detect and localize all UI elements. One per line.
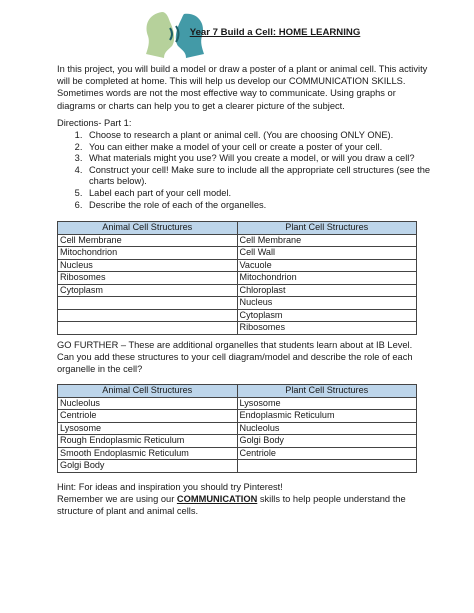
- directions-heading: Directions- Part 1:: [57, 118, 132, 128]
- hint-paragraph: [57, 481, 429, 517]
- plant-cell: Cell Wall: [237, 247, 417, 260]
- table-row: [58, 397, 417, 410]
- column-header-animal: Animal Cell Structures: [58, 222, 238, 235]
- plant-cell: Endoplasmic Reticulum: [237, 410, 417, 423]
- plant-cell: Ribosomes: [237, 322, 417, 335]
- table-row: [58, 322, 417, 335]
- list-item: 1. Choose to research a plant or animal cell. (You are choosing ONLY ONE).: [85, 130, 457, 142]
- animal-cell: Centriole: [58, 410, 238, 423]
- animal-cell: [58, 297, 238, 310]
- animal-cell: Mitochondrion: [58, 247, 238, 260]
- table-row: [58, 297, 417, 310]
- plant-cell: Golgi Body: [237, 435, 417, 448]
- plant-cell: [237, 460, 417, 473]
- plant-cell: Nucleus: [237, 297, 417, 310]
- animal-cell: Cytoplasm: [58, 284, 238, 297]
- table-row: [58, 234, 417, 247]
- table-row: [58, 272, 417, 285]
- table-row: [58, 247, 417, 260]
- additional-structures-table: [57, 384, 417, 473]
- animal-cell: Cell Membrane: [58, 234, 238, 247]
- plant-cell: Centriole: [237, 447, 417, 460]
- table-header-row: [58, 385, 417, 398]
- plant-cell: Cytoplasm: [237, 309, 417, 322]
- list-item: 3. What materials might you use? Will you create a model, or will you draw a cell?: [85, 153, 457, 165]
- table-row: [58, 259, 417, 272]
- plant-cell: Vacuole: [237, 259, 417, 272]
- column-header-animal: Animal Cell Structures: [58, 385, 238, 398]
- animal-cell: Ribosomes: [58, 272, 238, 285]
- table-row: [58, 410, 417, 423]
- animal-cell: [58, 309, 238, 322]
- page-title: Year 7 Build a Cell: HOME LEARNING: [189, 27, 361, 38]
- table-header-row: [58, 222, 417, 235]
- communication-emphasis: COMMUNICATION: [176, 494, 258, 504]
- plant-cell: Nucleolus: [237, 422, 417, 435]
- plant-cell: Lysosome: [237, 397, 417, 410]
- animal-cell: Golgi Body: [58, 460, 238, 473]
- table-row: [58, 435, 417, 448]
- table-row: [58, 284, 417, 297]
- animal-cell: Nucleolus: [58, 397, 238, 410]
- animal-cell: Lysosome: [58, 422, 238, 435]
- core-structures-table: [57, 221, 417, 335]
- table-row: [58, 447, 417, 460]
- remember-suffix: skills to help people understand the structure of plant and animal cells.: [57, 494, 406, 516]
- list-item: 6. Describe the role of each of the organelles.: [85, 200, 457, 212]
- go-further-paragraph: GO FURTHER – These are additional organelles that students learn about at IB Level. Can you add these structures to your cell diagram/model and describe the role of each organelle in the cell?: [57, 340, 413, 375]
- animal-cell: [58, 322, 238, 335]
- plant-cell: Mitochondrion: [237, 272, 417, 285]
- plant-cell: Chloroplast: [237, 284, 417, 297]
- column-header-plant: Plant Cell Structures: [237, 385, 417, 398]
- plant-cell: Cell Membrane: [237, 234, 417, 247]
- animal-cell: Rough Endoplasmic Reticulum: [58, 435, 238, 448]
- intro-paragraph: In this project, you will build a model or draw a poster of a plant or animal cell. This activity will be completed at home. This will help us develop our COMMUNICATION SKILLS. Sometimes words are not the most effective way to communicate. Using graphs or diagrams or charts can help you to get a clearer picture of the subject.: [57, 64, 428, 111]
- list-item: 5. Label each part of your cell model.: [85, 188, 457, 200]
- hint-line: Hint: For ideas and inspiration you should try Pinterest!: [57, 482, 283, 492]
- animal-cell: Nucleus: [58, 259, 238, 272]
- list-item: 2. You can either make a model of your cell or create a poster of your cell.: [85, 142, 457, 154]
- animal-cell: Smooth Endoplasmic Reticulum: [58, 447, 238, 460]
- table-row: [58, 460, 417, 473]
- list-item: 4. Construct your cell! Make sure to include all the appropriate cell structures (see the charts below).: [85, 165, 457, 188]
- table-row: [58, 309, 417, 322]
- directions-list: [57, 130, 457, 211]
- column-header-plant: Plant Cell Structures: [237, 222, 417, 235]
- table-row: [58, 422, 417, 435]
- remember-prefix: Remember we are using our: [57, 494, 177, 504]
